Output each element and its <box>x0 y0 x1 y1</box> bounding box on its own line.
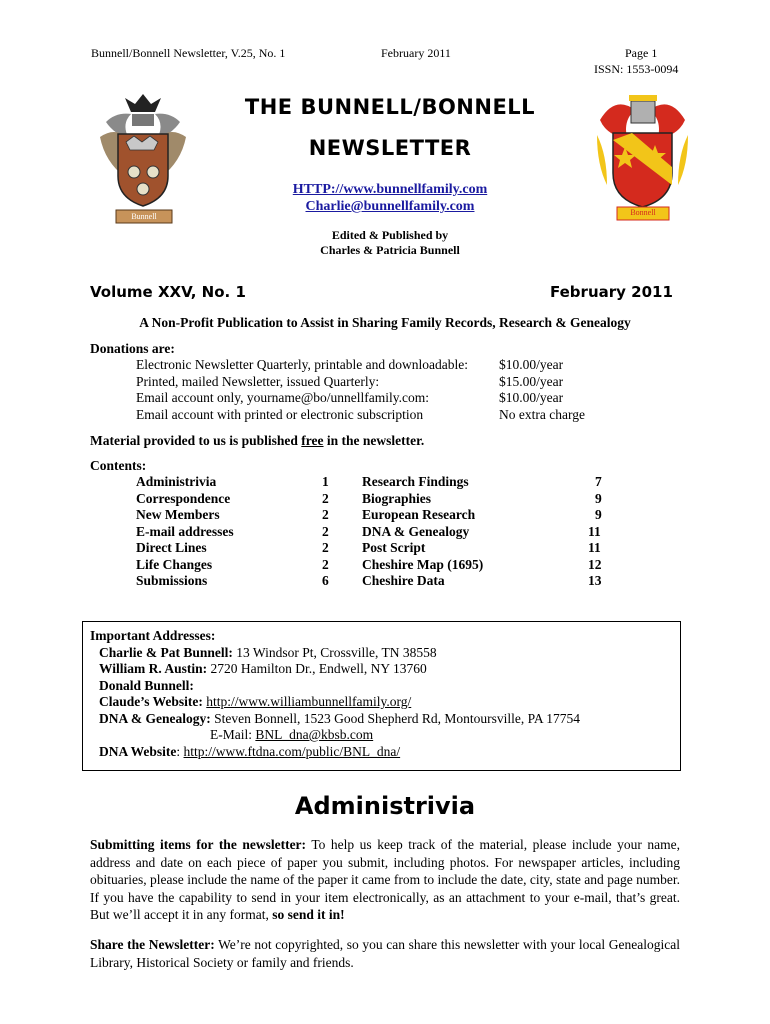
address-donald: Donald Bunnell: <box>99 677 194 693</box>
header-date: February 2011 <box>381 46 451 60</box>
bunnell-crest-left <box>98 92 188 227</box>
toc-title[interactable]: Life Changes <box>136 556 213 572</box>
crest-left-label: Bunnell <box>131 212 157 221</box>
bonnell-crest-right <box>595 95 690 223</box>
crest-right-label: Bonnell <box>630 208 656 217</box>
toc-title[interactable]: New Members <box>136 507 220 522</box>
header-page: Page 1 <box>625 46 658 60</box>
donation-item-price: $15.00/year <box>499 373 564 389</box>
toc-title[interactable]: Correspondence <box>136 490 231 506</box>
volume-date: February 2011 <box>550 283 673 301</box>
toc-title[interactable]: Direct Lines <box>136 540 207 555</box>
paragraph-submitting: Submitting items for the newsletter: To help us keep track of the material, please include your name, address and date on each piece of paper you submit, including photos. For newspaper articles, including obituaries, please include the name of the paper it came from to include the date, city, state and page number. If you have the capability to send in your item electronically, as an attachment to your e-mail, that’s great. But we’ll accept it in any format, so send it in! <box>90 837 680 922</box>
donation-item-label: Email account with printed or electronic subscription <box>136 406 424 422</box>
volume-number: Volume XXV, No. 1 <box>90 283 246 301</box>
email-link[interactable]: Charlie@bunnellfamily.com <box>305 199 475 214</box>
material-note: Material provided to us is published free in the newsletter. <box>90 433 425 448</box>
header-left: Bunnell/Bonnell Newsletter, V.25, No. 1 <box>91 46 286 60</box>
donation-item-price: No extra charge <box>499 406 585 422</box>
toc-title[interactable]: Research Findings <box>362 474 469 489</box>
address-dna-email: E-Mail: BNL_dna@kbsb.com <box>210 727 374 742</box>
address-william: William R. Austin: 2720 Hamilton Dr., Endwell, NY 13760 <box>99 661 427 676</box>
toc-page: 11 <box>588 540 601 555</box>
contents-heading: Contents: <box>90 458 147 473</box>
publishers: Charles & Patricia Bunnell <box>320 243 460 257</box>
free-word: free <box>301 433 324 448</box>
toc-page: 12 <box>588 556 602 572</box>
newsletter-title-line1: THE BUNNELL/BONNELL <box>244 95 536 119</box>
toc-title[interactable]: DNA & Genealogy <box>362 523 470 539</box>
crest-right-icon <box>595 95 690 223</box>
dna-email-link[interactable]: BNL_dna@kbsb.com <box>255 727 374 742</box>
toc-title[interactable]: Administrivia <box>136 474 217 489</box>
donation-item-label: Email account only, yourname@bo/unnellfamily.com: <box>136 390 429 405</box>
toc-title[interactable]: Post Script <box>362 540 426 555</box>
toc-page: 2 <box>322 507 329 522</box>
addresses-heading: Important Addresses: <box>90 628 216 643</box>
website-link[interactable]: HTTP://www.bunnellfamily.com <box>292 182 488 197</box>
donation-item-price: $10.00/year <box>499 390 564 405</box>
claude-website-link[interactable]: http://www.williambunnellfamily.org/ <box>206 694 412 709</box>
edited-by: Edited & Published by <box>331 228 449 242</box>
tagline: A Non-Profit Publication to Assist in Sharing Family Records, Research & Genealogy <box>139 315 631 330</box>
toc-page: 2 <box>322 556 329 572</box>
dna-website-link[interactable]: http://www.ftdna.com/public/BNL_dna/ <box>183 743 401 759</box>
address-dna: DNA & Genealogy: Steven Bonnell, 1523 Good Shepherd Rd, Montoursville, PA 17754 <box>99 710 581 726</box>
toc-title[interactable]: European Research <box>362 507 476 522</box>
address-dna-website: DNA Website: http://www.ftdna.com/public/BNL_dna/ <box>99 743 401 759</box>
header-issn: ISSN: 1553-0094 <box>594 62 679 76</box>
donation-item-price: $10.00/year <box>499 357 564 372</box>
toc-page: 1 <box>322 474 329 489</box>
toc-page: 2 <box>322 540 329 555</box>
donation-item-label: Electronic Newsletter Quarterly, printable and downloadable: <box>136 357 468 372</box>
toc-page: 2 <box>322 490 329 506</box>
toc-title[interactable]: Submissions <box>136 573 208 588</box>
toc-title[interactable]: Biographies <box>362 490 432 506</box>
section-title: Administrivia <box>294 792 476 820</box>
newsletter-title-line2: NEWSLETTER <box>308 136 472 160</box>
toc-title[interactable]: Cheshire Data <box>362 573 445 588</box>
donations-heading: Donations are: <box>90 341 175 356</box>
toc-page: 13 <box>588 573 602 588</box>
address-charlie: Charlie & Pat Bunnell: 13 Windsor Pt, Crossville, TN 38558 <box>99 644 437 660</box>
crest-left-icon <box>98 92 188 227</box>
toc-page: 9 <box>595 490 602 506</box>
donation-item-label: Printed, mailed Newsletter, issued Quarterly: <box>136 373 380 389</box>
paragraph-share: Share the Newsletter: We’re not copyrighted, so you can share this newsletter with your local Genealogical Library, Historical Society or family and friends. <box>90 937 680 970</box>
toc-page: 7 <box>595 474 602 489</box>
toc-page: 11 <box>588 523 601 539</box>
toc-title[interactable]: Cheshire Map (1695) <box>362 556 484 572</box>
address-claude: Claude’s Website: http://www.williambunnellfamily.org/ <box>99 694 412 709</box>
toc-title[interactable]: E-mail addresses <box>136 523 234 539</box>
toc-page: 9 <box>595 507 602 522</box>
toc-page: 2 <box>322 523 329 539</box>
toc-page: 6 <box>322 573 329 588</box>
